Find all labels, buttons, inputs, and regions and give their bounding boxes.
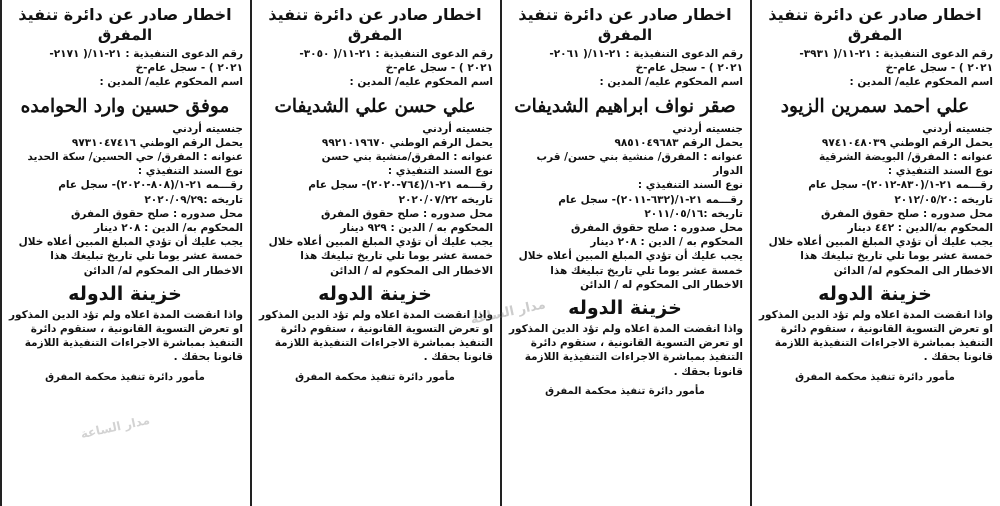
- signature: مأمور دائرة تنفيذ محكمة المفرق: [45, 371, 205, 383]
- signature: مأمور دائرة تنفيذ محكمة المفرق: [295, 371, 455, 383]
- national-id: يحمل الرقم الوطني ٩٧٣١٠٤٧٤١٦: [71, 136, 243, 149]
- debt-amount: المحكوم به/الدين : ٤٤٢ دينار: [847, 222, 993, 235]
- case-number: رقم الدعوى التنفيذية : ٢١-١١/( ٣٠٥٠-: [299, 48, 493, 60]
- column-divider: [0, 0, 2, 506]
- debt-amount: المحكوم به / الدين : ٢٠٨ دينار: [590, 236, 743, 249]
- issuing-court: محل صدوره : صلح حقوق المفرق: [820, 207, 993, 220]
- instrument-date: تاريخه :٢٠١١/٠٥/١٦: [644, 207, 743, 220]
- payment-instruction: يجب عليك أن تؤدي المبلغ المبين أعلاه خلال خمسة عشر يوما تلي تاريخ تبليغك هذا: [768, 236, 993, 263]
- notice-header: اخطار صادر عن دائرة تنفيذ: [18, 5, 232, 24]
- creditor-label: الاخطار الى المحكوم له / الدائن: [580, 278, 743, 291]
- case-register: ٢٠٢١ ) - سجل عام-خ: [385, 62, 493, 75]
- instrument-number: رقـــمه ٢١-١/(٨٣٠-٢٠١٢)- سجل عام: [808, 179, 993, 192]
- notice-header: اخطار صادر عن دائرة تنفيذ: [768, 5, 982, 24]
- national-id: يحمل الرقم الوطني ٩٩٢١٠١٩٦٧٠: [321, 136, 493, 149]
- payment-instruction: يجب عليك أن تؤدي المبلغ المبين أعلاه خلال خمسة عشر يوما تلي تاريخ تبليغك هذا: [518, 250, 743, 277]
- instrument-type: نوع السند التنفيذي :: [387, 165, 493, 178]
- column-divider: [750, 0, 752, 506]
- notice-column-1: [750, 0, 1000, 506]
- instrument-date: تاريخه :٢٠١٢/٠٥/٢٠: [894, 193, 993, 206]
- payment-instruction: يجب عليك أن تؤدي المبلغ المبين أعلاه خلال خمسة عشر يوما تلي تاريخ تبليغك هذا: [18, 236, 243, 263]
- debtor-name: علي احمد سمرين الزيود: [780, 95, 970, 117]
- debt-amount: المحكوم به / الدين : ٩٢٩ دينار: [340, 222, 493, 235]
- national-id: يحمل الرقم الوطني ٩٧٤١٠٤٨٠٣٩: [821, 136, 993, 149]
- debtor-name: علي حسن علي الشديفات: [274, 95, 476, 117]
- debtor-label: اسم المحكوم عليه/ المدين :: [599, 76, 743, 89]
- nationality: جنسيته أردني: [672, 122, 743, 135]
- watermark-secondary: مدار الساعة: [79, 412, 152, 442]
- debtor-label: اسم المحكوم عليه/ المدين :: [849, 76, 993, 89]
- payment-instruction: يجب عليك أن تؤدي المبلغ المبين أعلاه خلال خمسة عشر يوما تلي تاريخ تبليغك هذا: [268, 236, 493, 263]
- creditor-name: خزينة الدوله: [568, 297, 682, 320]
- notice-body: واذا انقضت المدة اعلاه ولم تؤد الدين المذكور او تعرض التسوية القانونية ، ستقوم دائرة التنفيذ بمباشرة الاجراءات التنفيذية اللازمة قانونا بحقك .: [508, 323, 743, 378]
- creditor-label: الاخطار الى المحكوم له / الدائن: [330, 264, 493, 277]
- instrument-type: نوع السند التنفيذي :: [887, 165, 993, 178]
- address: عنوانه : المفرق/ منشية بني حسن/ قرب الدوار: [536, 151, 743, 178]
- notice-header: اخطار صادر عن دائرة تنفيذ: [268, 5, 482, 24]
- address: عنوانه : المفرق/ حي الحسين/ سكة الحديد: [27, 151, 243, 164]
- debtor-name: صقر نواف ابراهيم الشديفات: [514, 95, 736, 117]
- case-number: رقم الدعوى التنفيذية : ٢١-١١/( ٢٠٦١-: [549, 48, 743, 60]
- address: عنوانه : المفرق/ البويضة الشرقية: [818, 151, 993, 164]
- national-id: يحمل الرقم ٩٨٥١٠٤٩٦٨٣: [614, 136, 743, 149]
- nationality: جنسيته أردني: [172, 122, 243, 135]
- signature: مأمور دائرة تنفيذ محكمة المفرق: [545, 385, 705, 397]
- debtor-label: اسم المحكوم عليه/ المدين :: [99, 76, 243, 89]
- column-divider: [500, 0, 502, 506]
- issuing-court: محل صدوره : صلح حقوق المفرق: [70, 207, 243, 220]
- instrument-number: رقـــمه ٢١-١/(٧٦٤-٢٠٢٠)- سجل عام: [308, 179, 493, 192]
- notice-city: المفرق: [847, 26, 903, 44]
- instrument-date: تاريخه :٢٠٢٠/٠٩/٢٩: [144, 193, 243, 206]
- notice-column-3: [250, 0, 500, 506]
- instrument-date: تاريخه ٢٠٢٠/٠٧/٢٢: [398, 193, 493, 206]
- column-divider: [250, 0, 252, 506]
- notice-city: المفرق: [347, 26, 403, 44]
- creditor-name: خزينة الدوله: [318, 282, 432, 305]
- issuing-court: محل صدوره : صلح حقوق المفرق: [320, 207, 493, 220]
- instrument-number: رقـــمه ٢١-١/(٦٣٢-٢٠١١)- سجل عام: [558, 193, 743, 206]
- creditor-label: الاخطار الى المحكوم له/ الدائن: [833, 264, 993, 277]
- instrument-type: نوع السند التنفيذي :: [137, 165, 243, 178]
- instrument-type: نوع السند التنفيذي :: [637, 179, 743, 192]
- instrument-number: رقـــمه ٢١-١/(٨٠٨-٢٠٢٠)- سجل عام: [58, 179, 243, 192]
- debtor-label: اسم المحكوم عليه/ المدين :: [349, 76, 493, 89]
- notice-city: المفرق: [597, 26, 653, 44]
- notice-header: اخطار صادر عن دائرة تنفيذ: [518, 5, 732, 24]
- debt-amount: المحكوم به/ الدين : ٢٠٨ دينار: [94, 222, 243, 235]
- creditor-name: خزينة الدوله: [68, 282, 182, 305]
- case-register: ٢٠٢١ ) - سجل عام-خ: [635, 62, 743, 75]
- watermark: مدار الساعة: [469, 297, 547, 328]
- case-number: رقم الدعوى التنفيذية : ٢١-١١/( ٣٩٣١-: [799, 48, 993, 60]
- case-number: رقم الدعوى التنفيذية : ٢١-١١/( ٢١٧١-: [49, 48, 243, 60]
- address: عنوانه : المفرق/منشية بني حسن: [321, 151, 493, 164]
- debtor-name: موفق حسين وارد الحوامده: [20, 95, 230, 117]
- notice-column-4: [0, 0, 250, 506]
- notice-body: واذا انقضت المدة اعلاه ولم تؤد الدين المذكور او تعرض التسوية القانونية ، ستقوم دائرة التنفيذ بمباشرة الاجراءات التنفيذية اللازمة قانونا بحقك .: [258, 308, 493, 364]
- case-register: ٢٠٢١ ) - سجل عام-خ: [885, 62, 993, 75]
- issuing-court: محل صدوره : صلح حقوق المفرق: [570, 222, 743, 235]
- creditor-name: خزينة الدوله: [818, 282, 932, 305]
- notice-body: واذا انقضت المدة اعلاه ولم تؤد الدين المذكور او تعرض التسوية القانونية ، ستقوم دائرة التنفيذ بمباشرة الاجراءات التنفيذية اللازمة قانونا بحقك .: [8, 308, 243, 364]
- nationality: جنسيته أردني: [422, 122, 493, 135]
- notice-body: واذا انقضت المدة اعلاه ولم تؤد الدين المذكور او تعرض التسوية القانونية ، ستقوم دائرة التنفيذ بمباشرة الاجراءات التنفيذية اللازمة قانونا بحقك .: [758, 308, 993, 364]
- notice-city: المفرق: [97, 26, 153, 44]
- creditor-label: الاخطار الى المحكوم له/ الدائن: [83, 264, 243, 277]
- notice-column-2: [500, 0, 750, 506]
- signature: مأمور دائرة تنفيذ محكمة المفرق: [795, 371, 955, 383]
- nationality: جنسيته أردني: [922, 122, 993, 135]
- case-register: ٢٠٢١ ) - سجل عام-خ: [135, 62, 243, 75]
